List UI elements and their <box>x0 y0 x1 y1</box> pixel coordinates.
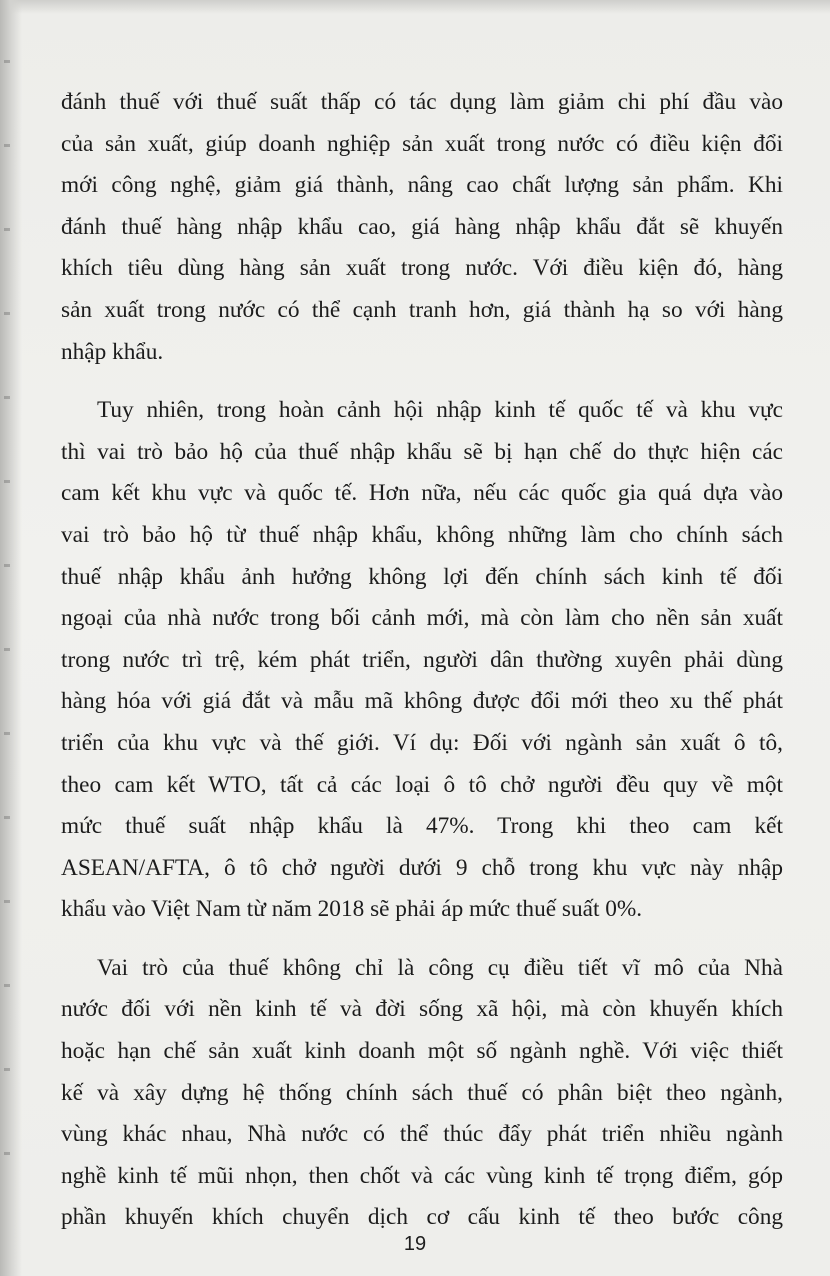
text-line: mức thuế suất nhập khẩu là 47%. Trong khi theo cam kết <box>61 813 783 840</box>
text-line: vùng khác nhau, Nhà nước có thể thúc đẩy phát triển nhiều ngành <box>61 1121 783 1148</box>
text-line: ASEAN/AFTA, ô tô chở người dưới 9 chỗ trong khu vực này nhập <box>61 854 783 881</box>
text-line: của sản xuất, giúp doanh nghiệp sản xuất trong nước có điều kiện đổi <box>61 130 783 157</box>
text-line: vai trò bảo hộ từ thuế nhập khẩu, không những làm cho chính sách <box>61 521 783 548</box>
text-line: phần khuyến khích chuyển dịch cơ cấu kinh tế theo bước công <box>61 1204 783 1231</box>
text-line: ngoại của nhà nước trong bối cảnh mới, mà còn làm cho nền sản xuất <box>61 605 783 632</box>
text-line: thuế nhập khẩu ảnh hưởng không lợi đến chính sách kinh tế đối <box>61 563 783 590</box>
text-line: nghề kinh tế mũi nhọn, then chốt và các vùng kinh tế trọng điểm, góp <box>61 1162 783 1189</box>
body-text <box>61 82 783 1239</box>
text-line: trong nước trì trệ, kém phát triển, người dân thường xuyên phải dùng <box>61 646 783 673</box>
text-line: Tuy nhiên, trong hoàn cảnh hội nhập kinh tế quốc tế và khu vực <box>97 397 783 424</box>
text-line: Vai trò của thuế không chỉ là công cụ điều tiết vĩ mô của Nhà <box>97 954 783 981</box>
page-top-edge-shadow <box>0 0 830 14</box>
text-line: nhập khẩu. <box>61 338 164 365</box>
paragraph-3 <box>61 948 783 1239</box>
text-line: khích tiêu dùng hàng sản xuất trong nước. Với điều kiện đó, hàng <box>61 255 783 282</box>
page-number: 19 <box>403 1233 427 1255</box>
paragraph-2 <box>61 390 783 931</box>
book-spine-marks <box>4 60 10 1160</box>
text-line: hoặc hạn chế sản xuất kinh doanh một số ngành nghề. Với việc thiết <box>61 1038 783 1065</box>
text-line: hàng hóa với giá đắt và mẫu mã không được đổi mới theo xu thế phát <box>61 688 783 715</box>
text-line: thì vai trò bảo hộ của thuế nhập khẩu sẽ bị hạn chế do thực hiện các <box>61 438 783 465</box>
text-line: đánh thuế với thuế suất thấp có tác dụng làm giảm chi phí đầu vào <box>61 89 783 115</box>
text-line: sản xuất trong nước có thể cạnh tranh hơn, giá thành hạ so với hàng <box>61 296 783 323</box>
text-line: khẩu vào Việt Nam từ năm 2018 sẽ phải áp mức thuế suất 0%. <box>61 896 643 923</box>
text-line: triển của khu vực và thế giới. Ví dụ: Đối với ngành sản xuất ô tô, <box>61 729 783 756</box>
text-line: kế và xây dựng hệ thống chính sách thuế có phân biệt theo ngành, <box>61 1079 783 1106</box>
text-line: mới công nghệ, giảm giá thành, nâng cao chất lượng sản phẩm. Khi <box>61 172 783 199</box>
text-line: cam kết khu vực và quốc tế. Hơn nữa, nếu các quốc gia quá dựa vào <box>61 480 783 507</box>
text-line: nước đối với nền kinh tế và đời sống xã hội, mà còn khuyến khích <box>61 996 783 1023</box>
text-line: đánh thuế hàng nhập khẩu cao, giá hàng nhập khẩu đắt sẽ khuyến <box>61 213 783 240</box>
text-line: theo cam kết WTO, tất cả các loại ô tô chở người đều quy về một <box>61 771 783 798</box>
paragraph-1 <box>61 82 783 373</box>
